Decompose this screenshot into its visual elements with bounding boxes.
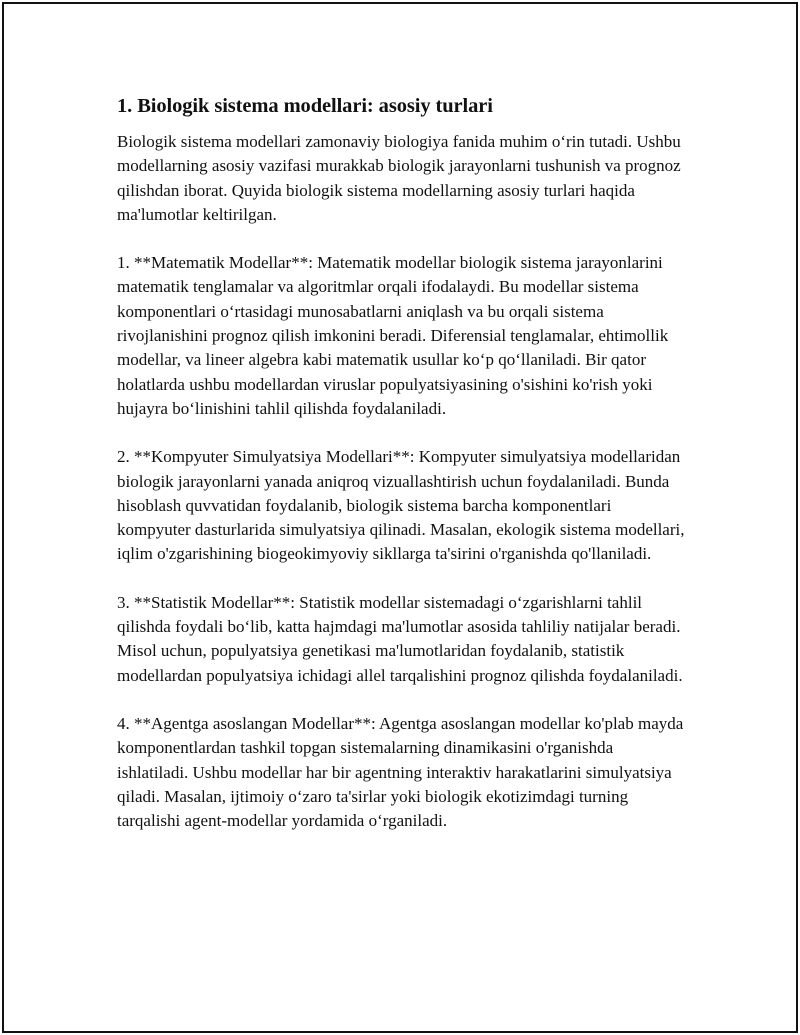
paragraph-mathematical-models: 1. **Matematik Modellar**: Matematik modellar biologik sistema jarayonlarini matematik tenglamalar va algoritmlar orqali ifodalaydi. Bu modellar sistema komponentlari oʻrtasidagi munosabatlarni aniqlash va bu orqali sistema rivojlanishini prognoz qilish imkonini beradi. Diferensial tenglamalar, ehtimollik modellar, va lineer algebra kabi matematik usullar koʻp qoʻllaniladi. Bir qator holatlarda ushbu modellardan viruslar populyatsiyasining o'sishini ko'rish yoki hujayra boʻlinishini tahlil qilishda foydalaniladi.	[117, 253, 669, 418]
paragraph-statistical-models: 3. **Statistik Modellar**: Statistik modellar sistemadagi oʻzgarishlarni tahlil qilishda foydali boʻlib, katta hajmdagi ma'lumotlar asosida tahliliy natijalar beradi. Misol uchun, populyatsiya genetikasi ma'lumotlaridan foydalanib, statistik modellardan populyatsiya ichidagi allel tarqalishini prognoz qilishda foydalaniladi.	[117, 592, 683, 685]
paragraph-computer-simulation-models: 2. **Kompyuter Simulyatsiya Modellari**: Kompyuter simulyatsiya modellaridan biologik jarayonlarni yanada aniqroq vizuallashtirish uchun foydalaniladi. Bunda hisoblash quvvatidan foydalanib, biologik sistema barcha komponentlari kompyuter dasturlarida simulyatsiya qilinadi. Masalan, ekologik sistema modellari, iqlim o'zgarishining biogeokimyoviy sikllarga ta'sirini o'rganishda qo'llaniladi.	[117, 447, 685, 564]
paragraph-agent-based-models: 4. **Agentga asoslangan Modellar**: Agentga asoslangan modellar ko'plab mayda komponentlardan tashkil topgan sistemalarning dinamikasini o'rganishda ishlatiladi. Ushbu modellar har bir agentning interaktiv harakatlarini simulyatsiya qiladi. Masalan, ijtimoiy oʻzaro ta'sirlar yoki biologik ekotizimdagi turning tarqalishi agent-modellar yordamida oʻrganiladi.	[117, 713, 684, 831]
document-title: 1. Biologik sistema modellari: asosiy turlari	[117, 95, 493, 117]
intro-paragraph: Biologik sistema modellari zamonaviy biologiya fanida muhim oʻrin tutadi. Ushbu modellarning asosiy vazifasi murakkab biologik jarayonlarni tushunish va prognoz qilishdan iborat. Quyida biologik sistema modellarning asosiy turlari haqida ma'lumotlar keltirilgan.	[117, 132, 681, 224]
document-body	[117, 92, 687, 857]
